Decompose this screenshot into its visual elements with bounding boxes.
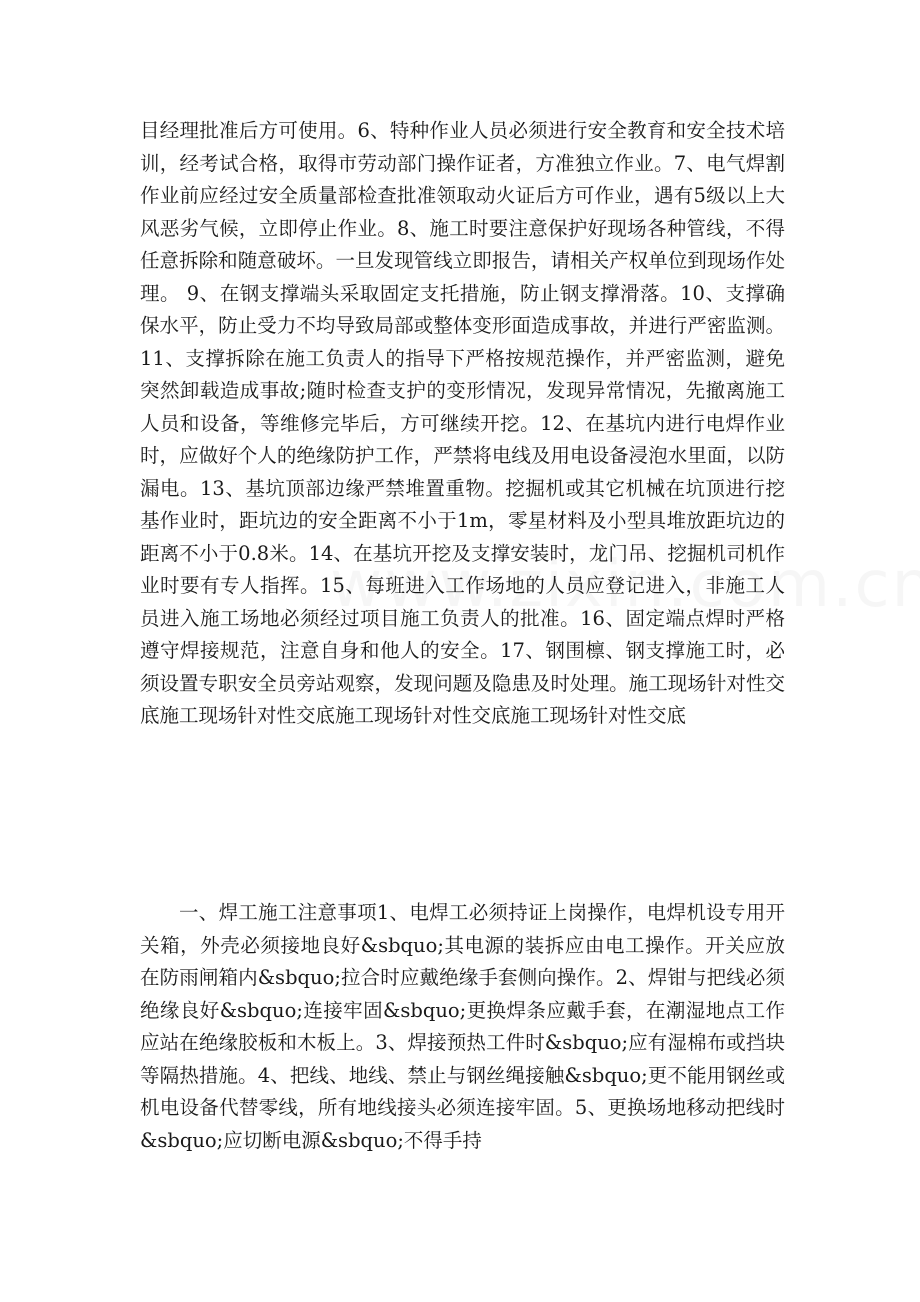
body-paragraph-1: 目经理批准后方可使用。6、特种作业人员必须进行安全教育和安全技术培训，经考试合格，取得市劳动部门操作证者，方准独立作业。7、电气焊割作业前应经过安全质量部检查批准领取动火证后方可作业，遇有5级以上大风恶劣气候，立即停止作业。8、施工时要注意保护好现场各种管线，不得任意拆除和随意破坏。一旦发现管线立即报告，请相关产权单位到现场作处理。 9、在钢支撑端头采取固定支托措施，防止钢支撑滑落。10、支撑确保水平，防止受力不均导致局部或整体变形面造成事故，并进行严密监测。11、支撑拆除在施工负责人的指导下严格按规范操作，并严密监测，避免突然卸载造成事故;随时检查支护的变形情况，发现异常情况，先撤离施工人员和设备，等维修完毕后，方可继续开挖。12、在基坑内进行电焊作业时，应做好个人的绝缘防护工作，严禁将电线及用电设备浸泡水里面，以防漏电。13、基坑顶部边缘严禁堆置重物。挖掘机或其它机械在坑顶进行挖基作业时，距坑边的安全距离不小于1m，零星材料及小型具堆放距坑边的距离不小于0.8米。14、在基坑开挖及支撑安装时，龙门吊、挖掘机司机作业时要有专人指挥。15、每班进入工作场地的人员应登记进入，非施工人员进入施工场地必须经过项目施工负责人的批准。16、固定端点焊时严格遵守焊接规范，注意自身和他人的安全。17、钢围檩、钢支撑施工时，必须设置专职安全员旁站观察，发现问题及隐患及时处理。施工现场针对性交底施工现场针对性交底施工现场针对性交底施工现场针对性交底 [140,119,785,727]
body-paragraph-2: 一、焊工施工注意事项1、电焊工必须持证上岗操作，电焊机设专用开关箱，外壳必须接地良好&sbquo;其电源的装拆应由电工操作。开关应放在防雨闸箱内&sbquo;拉合时应戴绝缘手套侧向操作。2、焊钳与把线必须绝缘良好&sbquo;连接牢固&sbquo;更换焊条应戴手套，在潮湿地点工作应站在绝缘胶板和木板上。3、焊接预热工件时&sbquo;应有湿棉布或挡块等隔热措施。4、把线、地线、禁止与钢丝绳接触&sbquo;更不能用钢丝或机电设备代替零线，所有地线接头必须连接牢固。5、更换场地移动把线时&sbquo;应切断电源&sbquo;不得手持 [140,901,785,1152]
